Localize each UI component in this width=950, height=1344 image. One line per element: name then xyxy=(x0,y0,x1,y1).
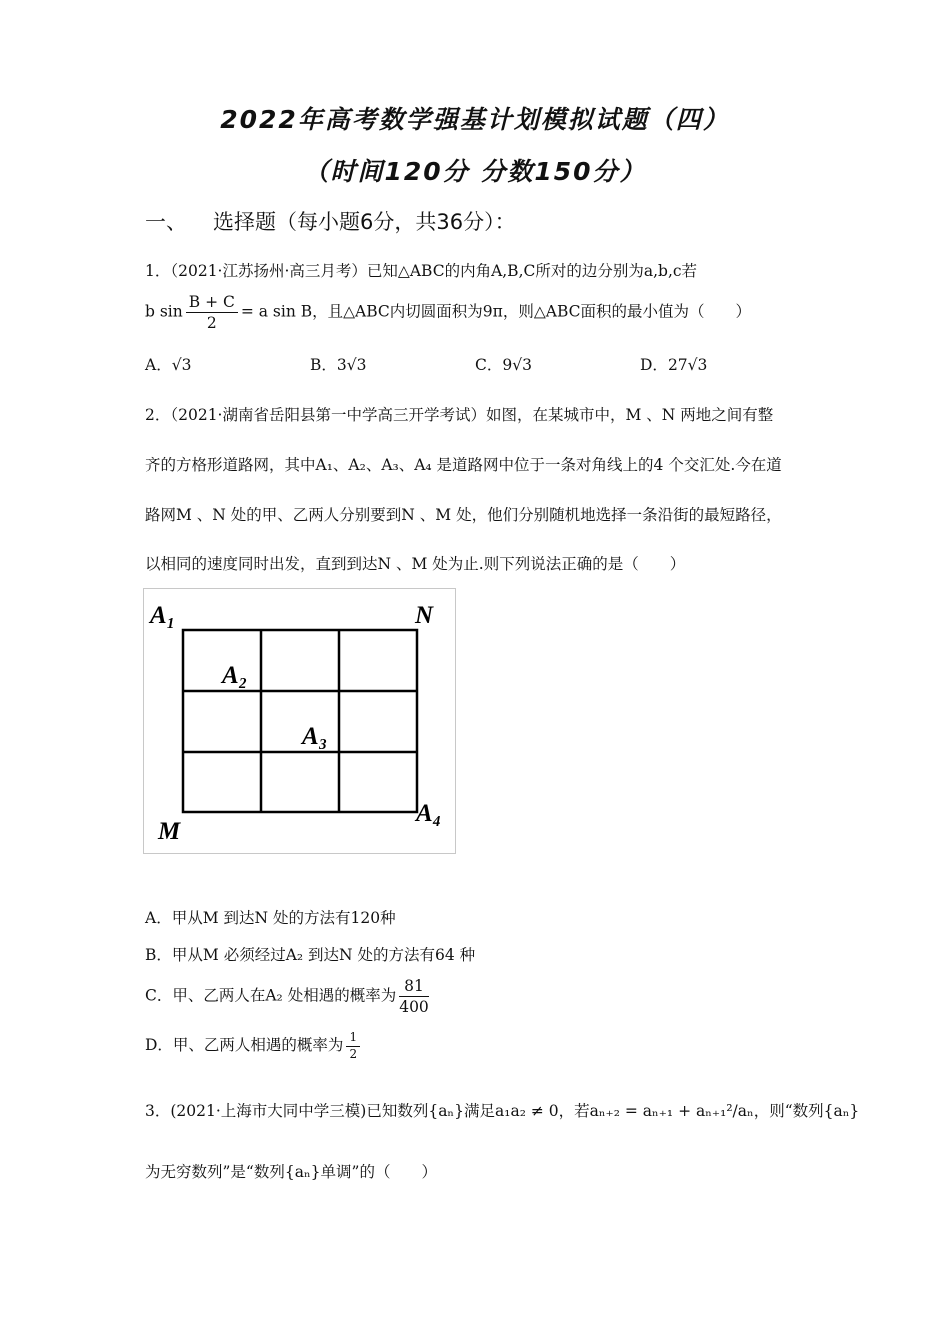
grid-lines xyxy=(183,630,417,812)
label-a3: A₃ xyxy=(302,723,328,750)
question-2-option-c[interactable] xyxy=(145,976,432,1017)
question-1-option-d[interactable] xyxy=(640,353,707,375)
road-grid-diagram xyxy=(144,589,455,853)
page-subtitle: （时间120分 分数150分） xyxy=(303,157,647,186)
fraction-denominator: 400 xyxy=(399,998,429,1017)
question-2-option-d[interactable] xyxy=(145,1030,363,1062)
option-value: 3√3 xyxy=(336,356,367,374)
option-label: D． xyxy=(640,356,668,374)
option-label: B． xyxy=(310,356,337,374)
label-a2: A₂ xyxy=(222,662,248,689)
question-3-line-1: 3．(2021·上海市大同中学三模)已知数列{aₙ}满足a₁a₂ ≠ 0，若aₙ₊₂ = aₙ₊₁ + aₙ₊₁²/aₙ，则“数列{aₙ} xyxy=(145,1102,860,1120)
section-label: 选择题（每小题6分，共36分）： xyxy=(213,210,516,234)
option-text: D．甲、乙两人相遇的概率为 xyxy=(145,1036,344,1055)
option-label: A． xyxy=(145,356,172,374)
question-1-line-1: 1．（2021·江苏扬州·高三月考）已知△ABC的内角A,B,C所对的边分别为a,b,c若 xyxy=(145,262,698,280)
option-value: 27√3 xyxy=(667,356,708,374)
label-m: M xyxy=(158,818,181,845)
fraction-numerator: 81 xyxy=(399,976,429,997)
option-d-fraction xyxy=(346,1030,360,1062)
road-grid-figure xyxy=(143,588,456,854)
label-a1: A₁ xyxy=(150,602,176,629)
page-title: 2022年高考数学强基计划模拟试题（四） xyxy=(220,105,730,134)
question-2-option-b[interactable]: B．甲从M 必须经过A₂ 到达N 处的方法有64 种 xyxy=(145,946,476,964)
option-value: √3 xyxy=(171,356,192,374)
question-1-line-2 xyxy=(145,292,751,333)
question-1-fraction xyxy=(186,292,238,333)
fraction-denominator: 2 xyxy=(349,1046,358,1061)
question-1-formula-suffix: = a sin B，且△ABC内切圆面积为9π，则△ABC面积的最小值为（ ） xyxy=(240,302,751,321)
question-1-option-b[interactable] xyxy=(310,353,367,375)
option-value: 9√3 xyxy=(502,356,532,374)
section-heading xyxy=(145,206,516,236)
question-2-option-a[interactable]: A．甲从M 到达N 处的方法有120种 xyxy=(145,909,396,927)
option-c-fraction xyxy=(399,976,429,1017)
question-1-option-c[interactable] xyxy=(475,353,532,375)
section-number: 一、 xyxy=(145,210,187,234)
question-2-line-2: 齐的方格形道路网，其中A₁、A₂、A₃、A₄ 是道路网中位于一条对角线上的4 个交汇处.今在道 xyxy=(145,456,782,474)
fraction-numerator: 1 xyxy=(346,1030,360,1047)
question-2-line-3: 路网M 、N 处的甲、乙两人分别要到N 、M 处，他们分别随机地选择一条沿街的最短路径， xyxy=(145,506,782,524)
label-a4: A₄ xyxy=(416,800,442,827)
fraction-denominator: 2 xyxy=(206,314,217,333)
question-1-formula-prefix: b sin xyxy=(145,302,183,321)
label-n: N xyxy=(415,602,434,629)
grid-outer-border xyxy=(183,630,417,812)
fraction-numerator: B + C xyxy=(186,292,238,313)
option-text: C．甲、乙两人在A₂ 处相遇的概率为 xyxy=(145,986,397,1005)
question-2-line-1: 2．（2021·湖南省岳阳县第一中学高三开学考试）如图，在某城市中，M 、N 两地之间有整 xyxy=(145,406,774,424)
option-label: C． xyxy=(475,356,503,374)
question-2-line-4: 以相同的速度同时出发，直到到达N 、M 处为止.则下列说法正确的是（ ） xyxy=(145,555,686,573)
question-3-line-2: 为无穷数列”是“数列{aₙ}单调”的（ ） xyxy=(145,1163,437,1181)
question-1-option-a[interactable] xyxy=(145,353,191,375)
